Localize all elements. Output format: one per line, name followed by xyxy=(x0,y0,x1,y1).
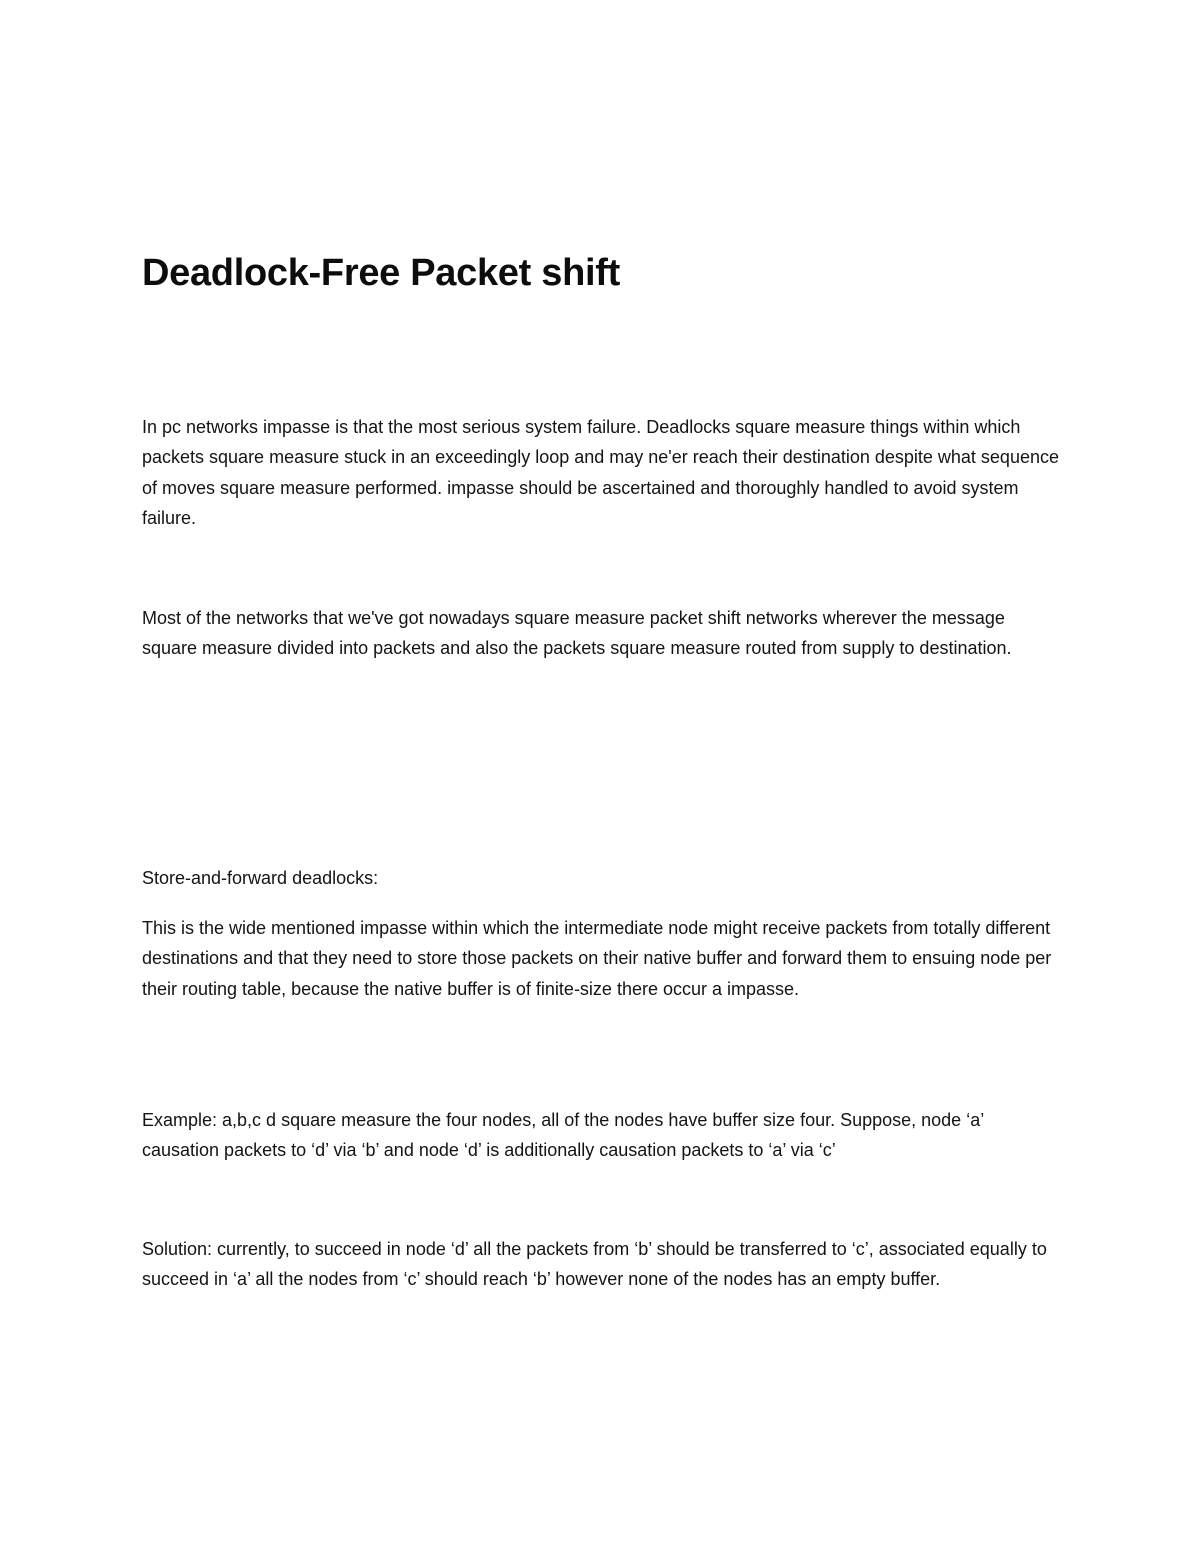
paragraph-example: Example: a,b,c d square measure the four nodes, all of the nodes have buffer size four. Suppose, node ‘a’ causation packets to ‘d’ via ‘b’ and node ‘d’ is additionally causation packets to ‘a’ via ‘c’ xyxy=(142,1110,984,1161)
paragraph-solution: Solution: currently, to succeed in node ‘d’ all the packets from ‘b’ should be transferred to ‘c’, associated equally to succeed in ‘a’ all the nodes from ‘c’ should reach ‘b’ however none of the nodes has an empty buffer. xyxy=(142,1239,1047,1290)
paragraph-deadlock-intro: In pc networks impasse is that the most serious system failure. Deadlocks square measure things within which packets square measure stuck in an exceedingly loop and may ne'er reach their destination despite what sequence of moves square measure performed. impasse should be ascertained and thoroughly handled to avoid system failure. xyxy=(142,417,1059,528)
document-title: Deadlock-Free Packet shift xyxy=(142,252,620,294)
section-heading-store-forward: Store-and-forward deadlocks: xyxy=(142,868,379,888)
paragraph-store-forward-description: This is the wide mentioned impasse within which the intermediate node might receive packets from totally different destinations and that they need to store those packets on their native buffer and forward them to ensuing node per their routing table, because the native buffer is of finite-size there occur a impasse. xyxy=(142,918,1052,999)
paragraph-packet-networks: Most of the networks that we've got nowadays square measure packet shift networks wherever the message square measure divided into packets and also the packets square measure routed from supply to destination. xyxy=(142,608,1012,659)
